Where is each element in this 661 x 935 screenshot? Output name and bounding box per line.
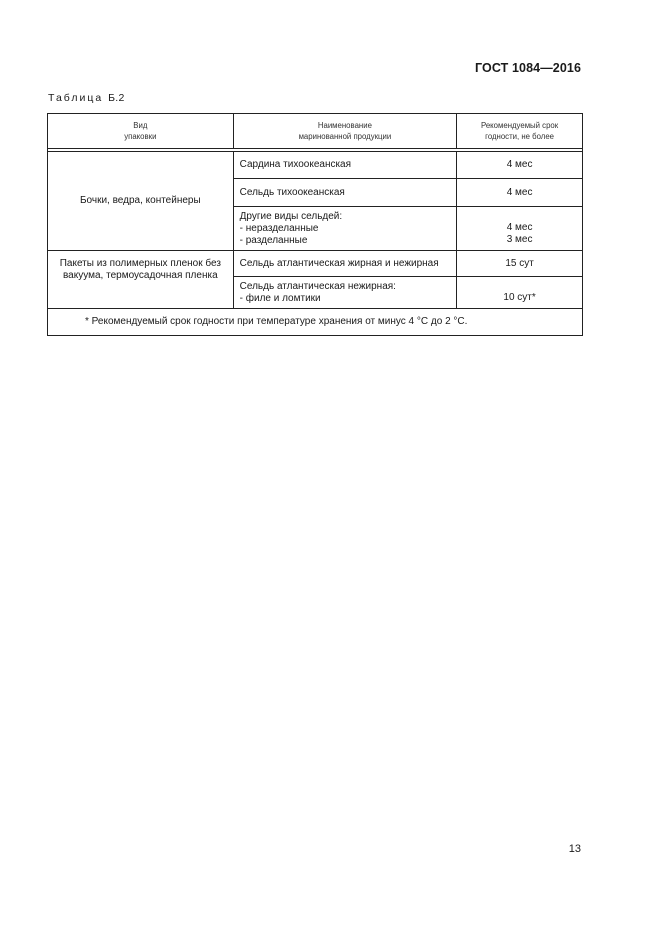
shelf-life-cell: 15 сут — [457, 251, 583, 277]
packaging-cell: Пакеты из полимерных пленок без вакуума, термоусадочная пленка — [48, 251, 234, 309]
shelf-life-table — [47, 113, 583, 336]
table-header-row — [48, 114, 583, 149]
product-cell: Сельдь тихоокеанская — [233, 179, 457, 207]
shelf-life-cell: 4 мес 3 мес — [457, 207, 583, 251]
table-footnote-row — [48, 309, 583, 336]
shelf-life-cell: 4 мес — [457, 152, 583, 179]
column-header-packaging: Вид упаковки — [48, 114, 234, 149]
page-number: 13 — [568, 843, 581, 855]
table-row — [48, 152, 583, 179]
table-footnote: * Рекомендуемый срок годности при температуре хранения от минус 4 °С до 2 °С. — [48, 309, 583, 336]
column-header-shelf-life: Рекомендуемый срок годности, не более — [457, 114, 583, 149]
product-cell: Сельдь атлантическая жирная и нежирная — [233, 251, 457, 277]
shelf-life-cell: 4 мес — [457, 179, 583, 207]
column-header-product: Наименование маринованной продукции — [233, 114, 457, 149]
product-cell: Другие виды сельдей: - неразделанные - разделанные — [233, 207, 457, 251]
product-cell: Сардина тихоокеанская — [233, 152, 457, 179]
table-caption-word: Таблица — [48, 92, 104, 104]
packaging-cell: Бочки, ведра, контейнеры — [48, 152, 234, 251]
table-row — [48, 251, 583, 277]
standard-code: ГОСТ 1084—2016 — [475, 61, 581, 75]
table-caption — [48, 92, 125, 104]
shelf-life-cell: 10 сут* — [457, 277, 583, 309]
product-cell: Сельдь атлантическая нежирная: - филе и ломтики — [233, 277, 457, 309]
table-caption-number: Б.2 — [108, 92, 125, 104]
